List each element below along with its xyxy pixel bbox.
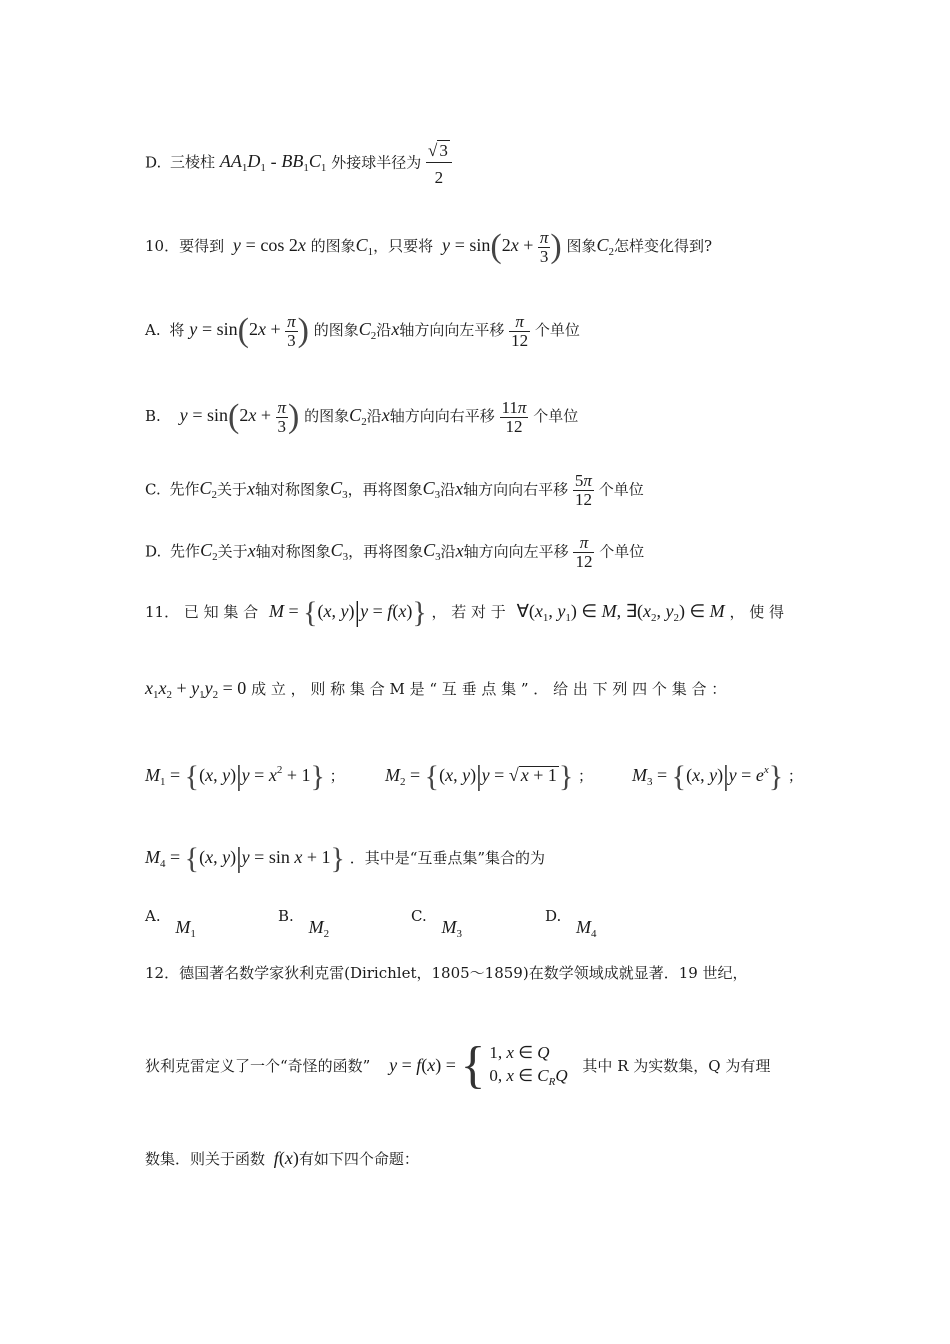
option-text: 先作: [169, 480, 200, 499]
option-text: 个单位: [534, 321, 580, 339]
question-text: 其中 R 为实数集，Q 为有理: [582, 1057, 771, 1075]
question-text: 狄利克雷定义了一个“奇怪的函数”: [145, 1057, 371, 1075]
question-11-cont: $x_1x_2 + y_1y_2 = 0$ 成 立 ， 则 称 集 合 M 是 “ 互 垂 点 集 ” ． 给 出 下 列 四 个 集 合 ：: [145, 678, 727, 701]
fraction: $\frac{√ 3}{2}$: [426, 142, 452, 187]
option-text: ，再将图象: [347, 480, 423, 499]
option-label: C.: [145, 480, 161, 499]
option-text: 轴对称图象: [255, 542, 331, 561]
option-text: 沿: [366, 407, 382, 425]
option-text: 关于: [217, 480, 248, 499]
option-label: D.: [545, 907, 562, 925]
math-expression: $C_2$: [596, 235, 615, 258]
option-text: 三棱柱: [170, 153, 216, 172]
separator: ；: [787, 767, 803, 785]
option-text: 沿: [440, 542, 456, 561]
option-11c: C. $M_3$: [411, 907, 462, 940]
separator: ；: [578, 767, 594, 785]
question-text: 成 立 ， 则 称 集 合 M 是 “ 互 垂 点 集 ” ． 给 出 下 列 四 个 集 合 ：: [251, 680, 727, 698]
set-m1: $M_1 = \{(x$, $y)|y = x^2 + 1$} ；: [145, 760, 345, 793]
option-text: 个单位: [599, 542, 645, 561]
option-text: 个单位: [598, 480, 644, 499]
option-text: 轴方向向右平移: [463, 480, 569, 499]
separator: ；: [329, 767, 345, 785]
fraction: $\frac{\pi}{3}$: [287, 311, 296, 350]
fraction: $\frac{\pi}{12}$: [575, 533, 593, 571]
fraction: $\frac{\pi}{12}$: [511, 311, 529, 350]
option-text: 关于: [217, 542, 248, 561]
question-text: 数集．则关于函数: [145, 1150, 266, 1168]
option-label: B.: [145, 407, 161, 425]
option-label: A.: [145, 321, 161, 339]
question-11: 11． 已 知 集 合 M = {(x, y)|y = f(x)} ， 若 对 于 $\forall(x_1$, $y_1$) ∈ M, $\exists(x_2$, $y_2$) ∈ M ， 使 得: [145, 596, 784, 629]
option-text: 沿: [440, 480, 456, 499]
math-expression: $AA_1D_1$: [219, 151, 266, 175]
question-text: ，只要将: [373, 237, 434, 255]
option-text: 轴方向向左平移: [399, 321, 505, 339]
option-9d: D. 三棱柱 $AA_1D_1 - BB_1C_1$ 外接球半径为 $\frac{√ 3}{2}$: [145, 140, 452, 187]
option-label: D.: [145, 542, 162, 561]
option-text: ，再将图象: [348, 542, 424, 561]
question-text: ， 使 得: [729, 603, 784, 621]
option-text: 轴方向向右平移: [389, 407, 495, 425]
math-expression: y: [189, 319, 198, 339]
option-10a: A. 将 y = sin(2x + $\frac{\pi}{3}$ ) 的图象$C_2$沿x轴方向向左平移 $\frac{\pi}{12}$ 个单位: [145, 311, 580, 350]
option-10d: D. 先作$C_2$关于x轴对称图象$C_3$，再将图象$C_3$沿x轴方向向左平移 $\frac{\pi}{12}$ 个单位: [145, 533, 645, 571]
option-11d: D. $M_4$: [545, 907, 597, 940]
fraction: $\frac{11\pi}{12}$: [501, 397, 527, 436]
question-12-function: 狄利克雷定义了一个“奇怪的函数” y = f(x) = { 1, x ∈ Q 0, x ∈ $C_RQ$ 其中 R 为实数集，Q 为有理: [145, 1037, 771, 1094]
option-text: 沿: [376, 321, 392, 339]
question-text: 有如下四个命题：: [298, 1150, 419, 1168]
option-label: D.: [145, 153, 162, 172]
option-10c: C. 先作$C_2$关于x轴对称图象$C_3$，再将图象$C_3$沿x轴方向向右平移 $\frac{5\pi}{12}$ 个单位: [145, 471, 644, 509]
question-text: ．其中是“互垂点集”集合的为: [349, 849, 546, 867]
question-text: 要得到: [179, 237, 225, 255]
fraction: $\frac{\pi}{3}$: [277, 397, 287, 436]
option-text: 个单位: [533, 407, 579, 425]
question-text: ， 若 对 于: [431, 603, 506, 621]
question-text: 已 知 集 合: [183, 603, 259, 621]
option-11b: B. $M_2$: [278, 907, 330, 940]
option-text: 的图象: [304, 407, 350, 425]
math-expression: y: [441, 235, 450, 255]
option-text: 先作: [170, 542, 201, 561]
math-expression: $BB_1C_1$: [281, 151, 327, 175]
question-number: 10．: [145, 237, 180, 255]
question-text: 怎样变化得到?: [614, 237, 713, 255]
question-text: 12．德国著名数学家狄利克雷(Dirichlet，1805～1859)在数学领域成就显著．19 世纪，: [145, 964, 748, 982]
question-text: 图象: [566, 237, 597, 255]
option-text: 轴方向向左平移: [463, 542, 569, 561]
option-text: 的图象: [313, 321, 359, 339]
question-text: 的图象: [310, 237, 356, 255]
fraction: $\frac{5\pi}{12}$: [574, 471, 592, 509]
question-12-cont: 数集．则关于函数 f(x)有如下四个命题：: [145, 1148, 419, 1168]
set-m4: $M_4 = \{(x$, y)|y = sin x + 1} ．其中是“互垂点集”集合的为: [145, 842, 546, 875]
question-10: 10．要得到 y = cos 2x 的图象$C_1$，只要将 y = sin(2x + $\frac{\pi}{3}$ ) 图象$C_2$怎样变化得到?: [145, 227, 713, 266]
math-expression: y: [232, 235, 241, 255]
math-expression: $C_1$: [355, 235, 374, 258]
option-text: 轴对称图象: [255, 480, 331, 499]
option-label: B.: [278, 907, 294, 925]
math-expression: y: [179, 405, 188, 425]
piecewise-cases: 1, x ∈ Q 0, x ∈ $C_RQ$: [489, 1042, 568, 1088]
fraction: $\frac{\pi}{3}$: [539, 227, 549, 266]
option-label: A.: [145, 907, 161, 925]
option-text: 将: [169, 321, 185, 339]
option-label: C.: [411, 907, 427, 925]
option-text: 外接球半径为: [331, 153, 422, 172]
option-11a: A. $M_1$: [145, 907, 196, 940]
question-12: [145, 962, 748, 983]
set-m3: $M_3 = \{(x$, $y)|y = e^x$} ；: [632, 760, 803, 793]
question-number: 11．: [145, 603, 180, 621]
option-10b: B. y = sin(2x + $\frac{\pi}{3}$ ) 的图象$C_2$沿x轴方向向右平移 $\frac{11\pi}{12}$ 个单位: [145, 397, 579, 436]
set-m2: $M_2 = \{(x$, y)|y = √ x + 1} ；: [385, 760, 594, 793]
